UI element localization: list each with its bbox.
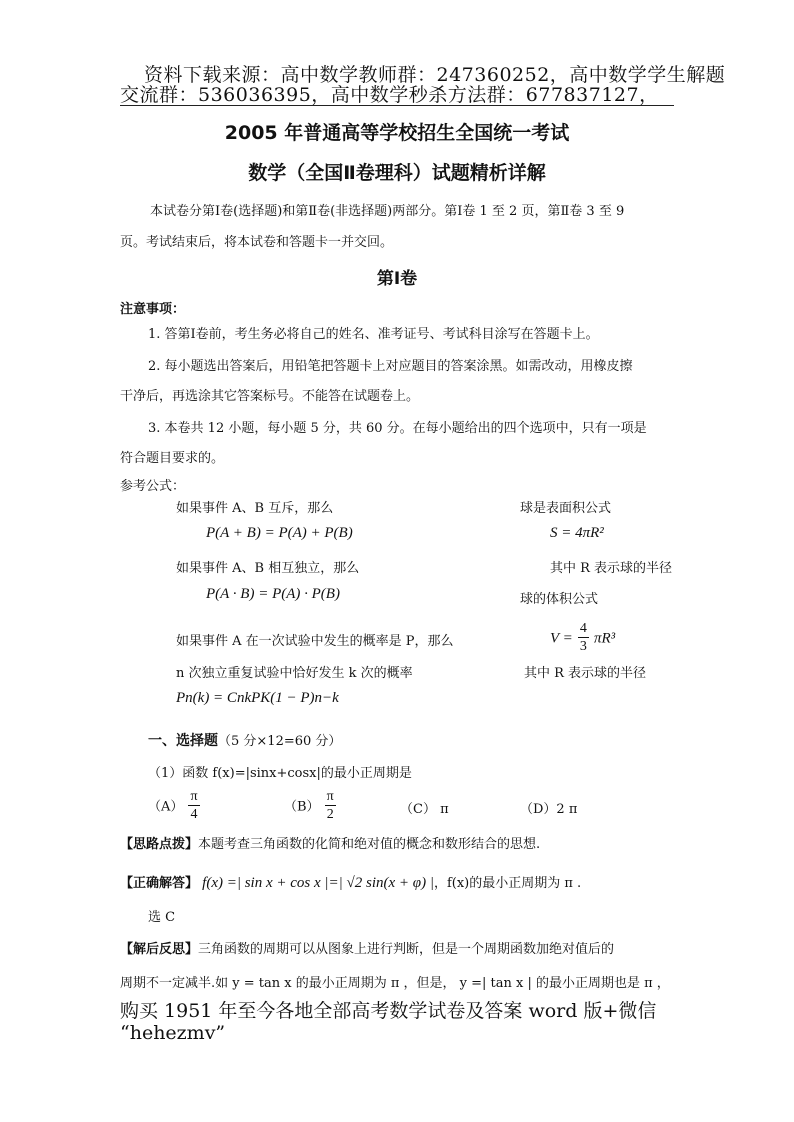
formula-sphere-volume	[550, 622, 615, 654]
option-b-numerator: π	[326, 789, 334, 804]
notes-item-3-line-2: 符合题目要求的。	[120, 451, 225, 466]
option-d: （D）2 π	[520, 802, 578, 817]
answer-formula: f(x) =| sin x + cos x |=| √2 sin(x + φ) |	[202, 875, 434, 891]
reference-left-1: 如果事件 A、B 互斥，那么	[176, 501, 334, 516]
question-1-stem: （1）函数 f(x)=|sinx+cosx|的最小正周期是	[148, 766, 412, 781]
section-1-heading	[148, 730, 341, 750]
option-a-denominator: 4	[190, 807, 198, 822]
notes-item-2-line-1: 2. 每小题选出答案后，用铅笔把答题卡上对应题目的答案涂黑。如需改动，用橡皮擦	[148, 359, 633, 374]
reference-right-3: 球的体积公式	[520, 592, 599, 607]
footer-line-1: 购买 1951 年至今各地全部高考数学试卷及答案 word 版+微信	[120, 1000, 657, 1022]
notes-item-2-line-2: 干净后，再选涂其它答案标号。不能答在试题卷上。	[120, 389, 420, 404]
footer-line-2: “hehezmv”	[120, 1022, 226, 1044]
formula-independent: P(A · B) = P(A) · P(B)	[206, 586, 340, 602]
header-line-2: 交流群：536036395，高中数学秒杀方法群：677837127，	[120, 84, 659, 106]
section-title: 第Ⅰ卷	[376, 269, 418, 289]
reflect-line-1: 三角函数的周期可以从图象上进行判断，但是一个周期函数加绝对值后的	[198, 942, 615, 957]
document-title: 2005 年普通高等学校招生全国统一考试	[224, 122, 570, 144]
option-a-fraction	[188, 790, 199, 822]
reference-right-4: 其中 R 表示球的半径	[524, 666, 647, 681]
answer-label: 【正确解答】	[120, 876, 199, 891]
formula-mutually-exclusive: P(A + B) = P(A) + P(B)	[206, 525, 353, 541]
reflect-row	[120, 938, 614, 957]
option-b-fraction	[325, 790, 336, 822]
header-divider	[120, 105, 674, 106]
formula-sphere-area: S = 4πR²	[550, 525, 604, 541]
reference-left-3: 如果事件 A 在一次试验中发生的概率是 P，那么	[176, 634, 454, 649]
formula-volume-rhs: πR³	[593, 630, 616, 647]
option-b-label: （B）	[284, 799, 320, 815]
formula-volume-denominator: 3	[579, 639, 587, 654]
formula-binomial: Pn(k) = CnkPK(1 − P)n−k	[176, 690, 339, 706]
hint-text: 本题考查三角函数的化简和绝对值的概念和数形结合的思想.	[198, 837, 541, 852]
option-c: （C） π	[400, 802, 449, 817]
section-1-score: （5 分×12=60 分）	[218, 734, 342, 749]
reflect-label: 【解后反思】	[120, 942, 199, 957]
hint-row	[120, 833, 540, 852]
intro-line-2: 页。考试结束后，将本试卷和答题卡一并交回。	[120, 235, 394, 250]
answer-tail: ，f(x)的最小正周期为 π .	[433, 876, 582, 891]
notes-heading: 注意事项：	[120, 302, 186, 317]
option-a	[148, 790, 200, 822]
notes-item-3-line-1: 3. 本卷共 12 小题，每小题 5 分，共 60 分。在每小题给出的四个选项中，只有一项是	[148, 421, 647, 436]
option-b	[284, 790, 336, 822]
header-line-1: 资料下载来源：高中数学教师群：247360252，高中数学学生解题	[144, 64, 726, 86]
notes-item-1: 1. 答第Ⅰ卷前，考生务必将自己的姓名、准考证号、考试科目涂写在答题卡上。	[148, 327, 599, 342]
option-a-numerator: π	[190, 789, 198, 804]
reference-left-2: 如果事件 A、B 相互独立，那么	[176, 561, 360, 576]
hint-label: 【思路点拨】	[120, 837, 199, 852]
section-1-label: 一、选择题	[148, 733, 218, 749]
formula-volume-lhs: V =	[550, 630, 573, 647]
reference-heading: 参考公式：	[120, 479, 186, 494]
reflect-line-2: 周期不一定减半.如 y = tan x 的最小正周期为 π ，但是， y =| tan x | 的最小正周期也是 π ，	[120, 976, 670, 991]
choice-line: 选 C	[148, 910, 176, 925]
option-a-label: （A）	[148, 799, 184, 815]
option-b-denominator: 2	[326, 807, 334, 822]
reference-right-2: 其中 R 表示球的半径	[550, 561, 673, 576]
document-subtitle: 数学（全国Ⅱ卷理科）试题精析详解	[248, 162, 546, 184]
answer-row	[120, 872, 581, 892]
reference-left-4: n 次独立重复试验中恰好发生 k 次的概率	[176, 666, 413, 681]
formula-volume-numerator: 4	[579, 621, 587, 636]
intro-line-1: 本试卷分第Ⅰ卷(选择题)和第Ⅱ卷(非选择题)两部分。第Ⅰ卷 1 至 2 页，第Ⅱ卷 3 至 9	[150, 204, 625, 219]
reference-right-1: 球是表面积公式	[520, 501, 612, 516]
formula-volume-fraction	[578, 622, 589, 654]
